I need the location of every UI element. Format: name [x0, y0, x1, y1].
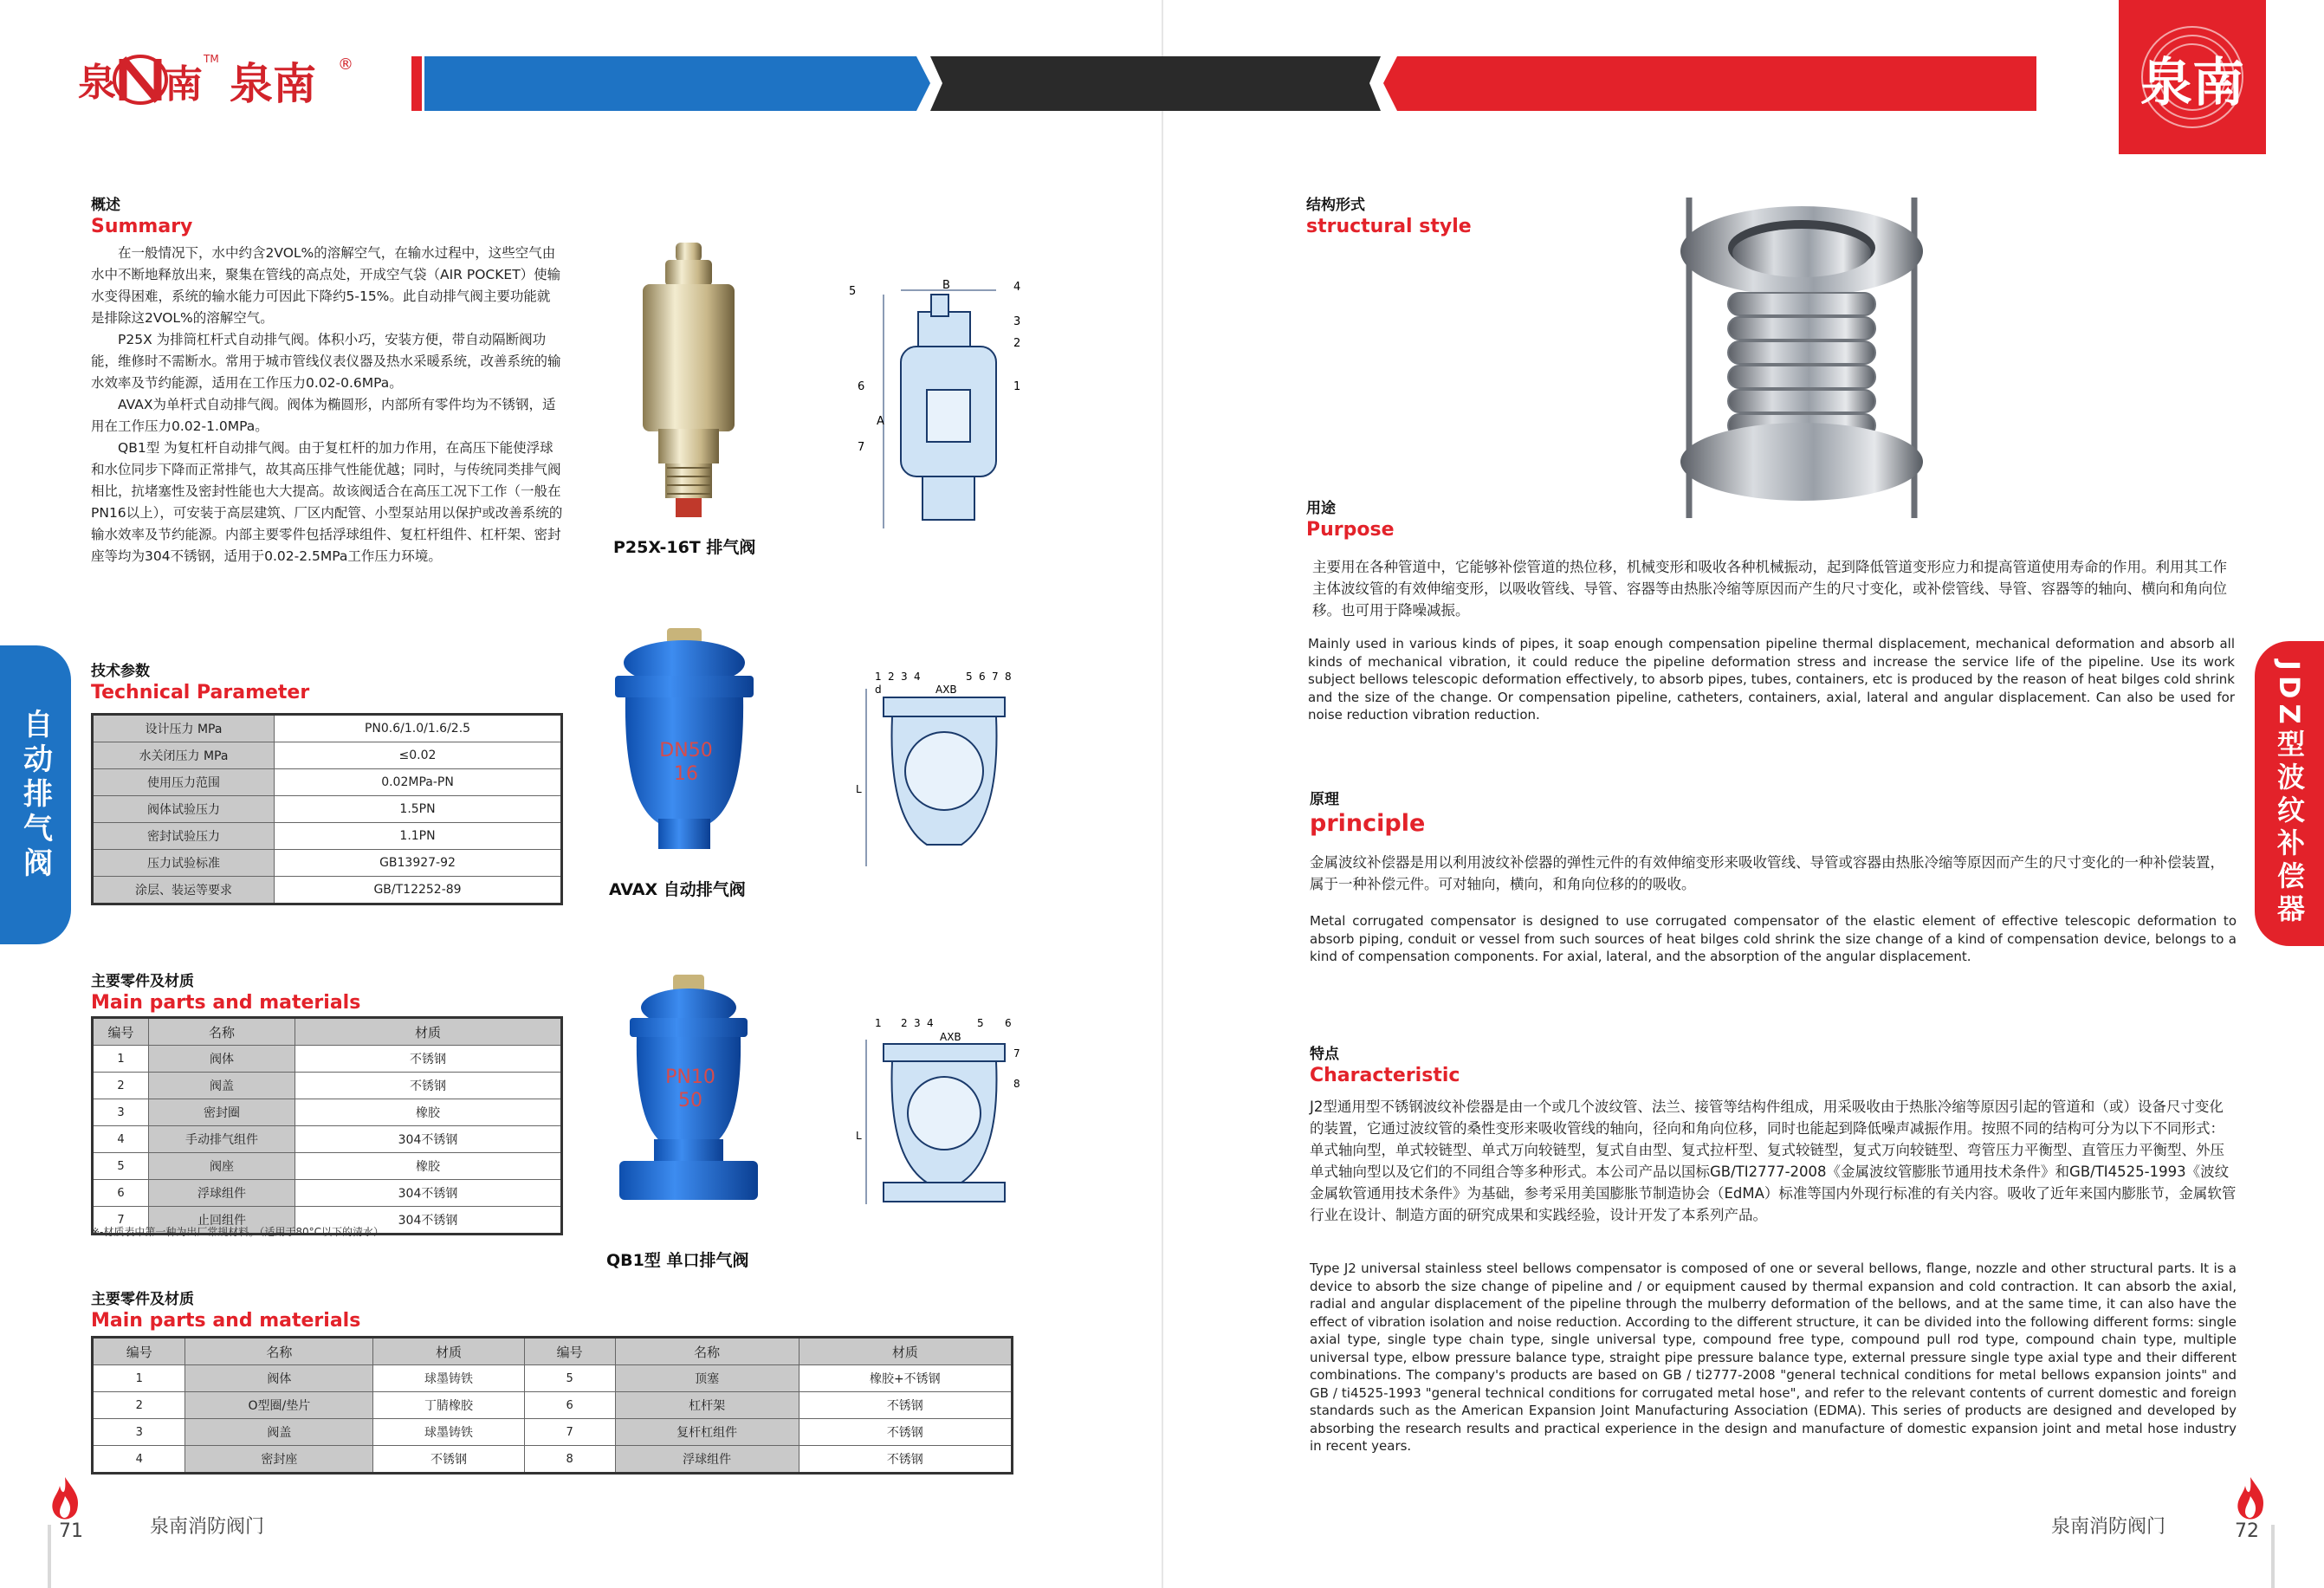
characteristic-text-en: Type J2 universal stainless steel bellows compensator is composed of one or several bellows, flange, nozzle and other structural parts. It is a device to absorb the size change of pipeline and / or equipment caused by thermal expansion and cold contraction. It can absorb the axial, radial and angular displacement of the pipeline through the mulberry deformation of the bellows, and at the same time, it can also have the effect of vibration isolation and noise reduction. According to the different structure, it can be divided into the following different forms: single axial type, single type chain type, single universal type, compound free type, compound pull rod type, compound chain type, multiple universal type, elbow pressure balance type, straight pipe pressure balance type, external pressure single type axial type and their different combinations. The company's products are based on GB / ti2777-2008 "general technical conditions for metal bellows expansion joints" and GB / ti4525-1993 "general technical conditions for corrugated metal hose", and refer to the relevant contents of current domestic and foreign standards such as the American Expansion Joint Manufacturing Association (EDMA). This series of products are designed and developed by absorbing the research results and practical experience in the design and manufacture of domestic expansion joint and metal hose industry in recent years. — [1310, 1261, 2237, 1454]
parts1-heading — [91, 969, 360, 1014]
header-red-stripe — [411, 56, 422, 111]
table-cell: 橡胶+不锈钢 — [799, 1365, 1012, 1392]
table-cell: 阀盖 — [185, 1419, 373, 1446]
purpose-heading — [1306, 496, 1395, 541]
table-cell: 球墨铸铁 — [373, 1365, 525, 1392]
tech-table — [91, 713, 563, 905]
p25x-diagram-label: 2 — [1013, 337, 1021, 350]
svg-text:®: ® — [338, 55, 353, 74]
p25x-diagram-label: 7 — [858, 441, 865, 454]
table-cell: 阀盖 — [149, 1073, 295, 1099]
table-cell: 止回组件 — [149, 1207, 295, 1235]
table-row — [93, 1180, 562, 1207]
qb1-valve-marking: PN10 — [665, 1066, 715, 1088]
table-cell: 6 — [93, 1180, 149, 1207]
avax-valve-image — [606, 628, 762, 862]
table-cell: 4 — [93, 1446, 185, 1474]
parts1-table — [91, 1016, 563, 1235]
p25x-caption: P25X-16T 排气阀 — [613, 538, 756, 557]
table-cell: 阀体 — [185, 1365, 373, 1392]
qb1-diagram — [849, 1018, 1026, 1235]
table-cell: 杠杆架 — [615, 1392, 799, 1419]
qb1-diagram-label: 1 — [875, 1018, 882, 1029]
table-cell: 顶塞 — [615, 1365, 799, 1392]
characteristic-title-en: Characteristic — [1310, 1065, 1460, 1086]
avax-diagram-label: L — [856, 783, 862, 795]
parts2-title-en: Main parts and materials — [91, 1310, 361, 1332]
avax-diagram — [849, 671, 1022, 871]
svg-text:泉: 泉 — [78, 61, 116, 105]
right-side-tab — [2255, 641, 2324, 946]
p25x-diagram-label: 3 — [1013, 315, 1021, 328]
purpose-text-cn: 主要用在各种管道中，它能够补偿管道的热位移，机械变形和吸收各种机械振动，起到降低管道变形应力和提高管道使用寿命的作用。利用其工作主体波纹管的有效伸缩变形，以吸收管线、导管、容器等由热胀冷缩等原因而产生的尺寸变化，或补偿管线、导管、容器等的轴向、横向和角向位移。也可用于降噪减振。 — [1312, 559, 2227, 619]
p25x-diagram — [849, 277, 1031, 546]
table-row — [93, 1392, 1013, 1419]
avax-diagram-label: 5 — [966, 671, 973, 683]
avax-diagram-label: 6 — [979, 671, 986, 683]
summary-paragraph: 在一般情况下，水中约含2VOL%的溶解空气，在输水过程中，这些空气由水中不断地释放出来，聚集在管线的高点处，开成空气袋（AIR POCKET）使输水变得困难，系统的输水能力可因此下降约5-15%。此自动排气阀主要功能就是排除这2VOL%的溶解空气。 — [91, 245, 561, 326]
qb1-diagram-label: 5 — [977, 1018, 984, 1029]
table-row — [93, 1365, 1013, 1392]
table-cell: 2 — [93, 1392, 185, 1419]
table-cell: 浮球组件 — [149, 1180, 295, 1207]
right-logo-block — [2119, 0, 2266, 154]
table-cell: 球墨铸铁 — [373, 1419, 525, 1446]
avax-valve-marking: DN50 — [659, 740, 713, 762]
table-cell: 密封圈 — [149, 1099, 295, 1126]
table-cell: 不锈钢 — [373, 1446, 525, 1474]
tech-param-name: 水关闭压力 MPa — [93, 742, 275, 769]
avax-diagram-label: 2 — [888, 671, 895, 683]
table-row — [93, 823, 562, 850]
parts2-heading — [91, 1287, 360, 1332]
table-cell: 阀座 — [149, 1153, 295, 1180]
table-cell: 不锈钢 — [799, 1419, 1012, 1446]
table-cell: 手动排气组件 — [149, 1126, 295, 1153]
table-cell: 不锈钢 — [295, 1073, 562, 1099]
table-header: 编号 — [93, 1018, 149, 1046]
table-cell: 304不锈钢 — [295, 1180, 562, 1207]
table-header: 材质 — [295, 1018, 562, 1046]
qb1-diagram-label: 3 — [914, 1018, 921, 1029]
table-cell: 304不锈钢 — [295, 1207, 562, 1235]
table-row — [93, 1419, 1013, 1446]
table-cell: 5 — [93, 1153, 149, 1180]
table-cell: 5 — [524, 1365, 615, 1392]
qb1-diagram-label: 2 — [901, 1018, 908, 1029]
table-cell: 3 — [93, 1099, 149, 1126]
tech-title-en: Technical Parameter — [91, 682, 310, 703]
tech-param-name: 设计压力 MPa — [93, 715, 275, 742]
left-side-tab — [0, 645, 71, 944]
principle-text-cn: 金属波纹补偿器是用以利用波纹补偿器的弹性元件的有效伸缩变形来吸收管线、导管或容器由热胀冷缩等原因而产生的尺寸变化的一种补偿装置，属于一种补偿元件。可对轴向，横向，和角向位移的的吸收。 — [1310, 854, 2224, 892]
table-cell: 7 — [524, 1419, 615, 1446]
avax-diagram-label: 1 — [875, 671, 882, 683]
footer-left: 泉南消防阀门 — [150, 1516, 265, 1538]
svg-text:南: 南 — [165, 62, 203, 107]
table-cell: 6 — [524, 1392, 615, 1419]
qb1-diagram-label: 6 — [1005, 1018, 1012, 1029]
table-header: 名称 — [185, 1338, 373, 1365]
tech-param-name: 密封试验压力 — [93, 823, 275, 850]
header-bands — [430, 56, 2036, 111]
p25x-diagram-label: A — [877, 415, 884, 428]
table-cell: 不锈钢 — [295, 1046, 562, 1073]
summary-title-cn: 概述 — [91, 197, 120, 214]
avax-diagram-label: 3 — [901, 671, 908, 683]
avax-diagram-label: AXB — [935, 684, 957, 696]
flame-icon — [2233, 1477, 2268, 1525]
table-cell: 密封座 — [185, 1446, 373, 1474]
table-cell: 不锈钢 — [799, 1446, 1012, 1474]
table-row — [93, 850, 562, 877]
table-row — [93, 1446, 1013, 1474]
principle-title-en: principle — [1310, 810, 1426, 837]
table-row — [93, 715, 562, 742]
qb1-diagram-label: 4 — [927, 1018, 934, 1029]
tm-mark: TM — [204, 53, 219, 65]
p25x-diagram-label: B — [942, 279, 950, 292]
page-gutter — [1162, 0, 1163, 1588]
p25x-diagram-label: 5 — [849, 285, 857, 298]
parts1-title-en: Main parts and materials — [91, 992, 361, 1014]
summary-title-en: Summary — [91, 216, 193, 237]
parts2-title-cn: 主要零件及材质 — [91, 1291, 194, 1308]
p25x-diagram-label: 4 — [1013, 281, 1021, 294]
characteristic-text-cn: J2型通用型不锈钢波纹补偿器是由一个或几个波纹管、法兰、接管等结构件组成，用采吸收由于热胀冷缩等原因引起的管道和（或）设备尺寸变化的装置，它通过波纹管的桑性变形来吸收管线的轴向，径向和角向位移，同时也能起到降低噪声减振作用。按照不同的结构可分为以下不同形式：单式轴向型，单式较链型、单式万向较链型，复式自由型、复式拉杆型、复式较链型，复式万向较链型、弯管压力平衡型、直管压力平衡型、外压单式轴向型以及它们的不同组合等多种形式。本公司产品以国标GB/TI2777-2008《金属波纹管膨胀节通用技术条件》和GB/TI4525-1993《波纹金属软管通用技术条件》为基础，参考采用美国膨胀节制造协会（EdMA）标准等国内外现行标准的有关内容。吸收了近年来国内膨胀节，金属软管行业在设计、制造方面的研究成果和实践经验，设计开发了本系列产品。 — [1310, 1099, 2237, 1223]
summary-paragraph: QB1型 为复杠杆自动排气阀。由于复杠杆的加力作用，在高压下能使浮球和水位同步下降而正常排气，故其高压排气性能优越；同时，与传统同类排气阀相比，抗堵塞性及密封性能也大大提高。故该阀适合在高压工况下工作（一般在PN16以上），可安装于高层建筑、厂区内配管、小型泵站用以保护或改善系统的输水效率及节约能源。内部主要零件包括浮球组件、复杠杆组件、杠杆架、密封座等均为304不锈钢，适用于0.02-2.5MPa工作压力环境。 — [91, 440, 563, 564]
summary-heading — [91, 192, 192, 237]
tech-param-value: 1.5PN — [275, 796, 562, 823]
avax-diagram-label: 4 — [914, 671, 921, 683]
tech-param-value: 0.02MPa-PN — [275, 769, 562, 796]
table-row — [93, 1073, 562, 1099]
table-row — [93, 796, 562, 823]
avax-caption: AVAX 自动排气阀 — [609, 880, 746, 899]
page-number-right: 72 — [2235, 1520, 2259, 1542]
right-side-tab-label: JDZ型波纹补偿器 — [2273, 660, 2306, 927]
table-row — [93, 769, 562, 796]
purpose-title-en: Purpose — [1306, 519, 1395, 541]
avax-diagram-label: 7 — [992, 671, 999, 683]
table-cell: 橡胶 — [295, 1099, 562, 1126]
table-cell: 橡胶 — [295, 1153, 562, 1180]
principle-title-cn: 原理 — [1310, 791, 1339, 808]
qb1-diagram-label: 8 — [1013, 1078, 1020, 1090]
table-cell: 不锈钢 — [799, 1392, 1012, 1419]
avax-valve-marking: 16 — [674, 763, 698, 785]
characteristic-title-cn: 特点 — [1310, 1046, 1339, 1063]
tech-param-name: 阀体试验压力 — [93, 796, 275, 823]
tech-param-name: 压力试验标准 — [93, 850, 275, 877]
right-logo-text: 泉南 — [2140, 53, 2244, 113]
summary-body — [91, 243, 563, 567]
tech-param-value: GB13927-92 — [275, 850, 562, 877]
tech-param-value: 1.1PN — [275, 823, 562, 850]
table-cell: 2 — [93, 1073, 149, 1099]
page-number-left: 71 — [59, 1520, 83, 1542]
tech-heading — [91, 658, 309, 703]
summary-paragraph: AVAX为单杆式自动排气阀。阀体为椭圆形，内部所有零件均为不锈钢，适用在工作压力0.02-1.0MPa。 — [91, 397, 556, 434]
table-row — [93, 1153, 562, 1180]
table-cell: 8 — [524, 1446, 615, 1474]
brand-logo — [78, 43, 364, 113]
summary-paragraph: P25X 为排筒杠杆式自动排气阀。体积小巧，安装方便，带自动隔断阀功能，维修时不需断水。常用于城市管线仪表仪器及热水采暖系统，改善系统的输水效率及节约能源，适用在工作压力0.02-0.6MPa。 — [91, 332, 561, 391]
p25x-diagram-label: 6 — [858, 380, 865, 393]
structure-title-cn: 结构形式 — [1306, 197, 1365, 214]
tech-param-value: GB/T12252-89 — [275, 877, 562, 904]
table-cell: 丁腈橡胶 — [373, 1392, 525, 1419]
table-header: 材质 — [799, 1338, 1012, 1365]
svg-text:泉南: 泉南 — [230, 59, 316, 109]
table-header: 编号 — [524, 1338, 615, 1365]
footer-rule-left — [48, 1525, 51, 1588]
p25x-diagram-label: 1 — [1013, 380, 1021, 393]
purpose-title-cn: 用途 — [1306, 500, 1336, 517]
avax-diagram-label: d — [875, 684, 882, 696]
parts1-note: ※-材质表中第一种为出厂常规材料。（适用于80°C以下的清水） — [91, 1226, 385, 1238]
table-cell: 1 — [93, 1365, 185, 1392]
avax-diagram-label: 8 — [1005, 671, 1012, 683]
qb1-diagram-label: L — [856, 1130, 862, 1142]
bellows-compensator-image — [1667, 198, 1936, 527]
principle-heading — [1310, 787, 1425, 837]
table-cell: 1 — [93, 1046, 149, 1073]
structure-title-en: structural style — [1306, 216, 1472, 237]
tech-param-name: 涂层、装运等要求 — [93, 877, 275, 904]
table-cell: 浮球组件 — [615, 1446, 799, 1474]
table-row — [93, 1046, 562, 1073]
footer-rule-right — [2271, 1525, 2275, 1588]
qb1-valve-marking: 50 — [678, 1090, 702, 1112]
flame-icon — [48, 1477, 82, 1525]
tech-param-value: ≤0.02 — [275, 742, 562, 769]
characteristic-heading — [1310, 1041, 1460, 1086]
table-cell: 3 — [93, 1419, 185, 1446]
table-cell: 7 — [93, 1207, 149, 1235]
footer-right: 泉南消防阀门 — [2051, 1516, 2166, 1538]
table-row — [93, 1099, 562, 1126]
table-row — [93, 1126, 562, 1153]
qb1-valve-image — [611, 975, 767, 1222]
table-row — [93, 742, 562, 769]
table-header: 名称 — [149, 1018, 295, 1046]
table-cell: 复杆杠组件 — [615, 1419, 799, 1446]
table-header: 材质 — [373, 1338, 525, 1365]
parts1-title-cn: 主要零件及材质 — [91, 973, 194, 990]
qb1-caption: QB1型 单口排气阀 — [606, 1251, 749, 1270]
table-header: 名称 — [615, 1338, 799, 1365]
table-cell: 304不锈钢 — [295, 1126, 562, 1153]
tech-param-name: 使用压力范围 — [93, 769, 275, 796]
left-side-tab-label: 自动排气阀 — [17, 708, 53, 882]
table-row — [93, 877, 562, 904]
structure-heading — [1306, 192, 1472, 237]
tech-title-cn: 技术参数 — [91, 663, 150, 680]
parts2-table — [91, 1336, 1013, 1475]
purpose-text-en: Mainly used in various kinds of pipes, it soap enough compensation pipeline thermal displacement, mechanical deformation and absorb all kinds of mechanical vibration, it could reduce the pipeline deformation stress and increase the service life of the pipeline. Use its work subject bellows telescopic deformation effectively, to absorb pipes, tubes, containers, etc is produced by the reason of heat bilges cold shrink and the size of the change. Or compensation pipeline, catheters, containers, axial, lateral and angular displacement. Can also be used for noise reduction vibration reduction. — [1308, 636, 2235, 723]
qb1-diagram-label: AXB — [940, 1031, 961, 1043]
table-cell: 阀体 — [149, 1046, 295, 1073]
qb1-diagram-label: 7 — [1013, 1047, 1020, 1060]
table-cell: 4 — [93, 1126, 149, 1153]
principle-text-en: Metal corrugated compensator is designed to use corrugated compensator of the elastic element of effective telescopic deformation to absorb piping, conduit or vessel from such sources of heat bilges cold shrink the size change of a kind of compensation device, belongs to a kind of compensation components. For axial, lateral, and the absorption of the angular displacement. — [1310, 913, 2237, 964]
p25x-valve-image — [624, 243, 754, 528]
tech-param-value: PN0.6/1.0/1.6/2.5 — [275, 715, 562, 742]
table-cell: O型圈/垫片 — [185, 1392, 373, 1419]
table-header: 编号 — [93, 1338, 185, 1365]
